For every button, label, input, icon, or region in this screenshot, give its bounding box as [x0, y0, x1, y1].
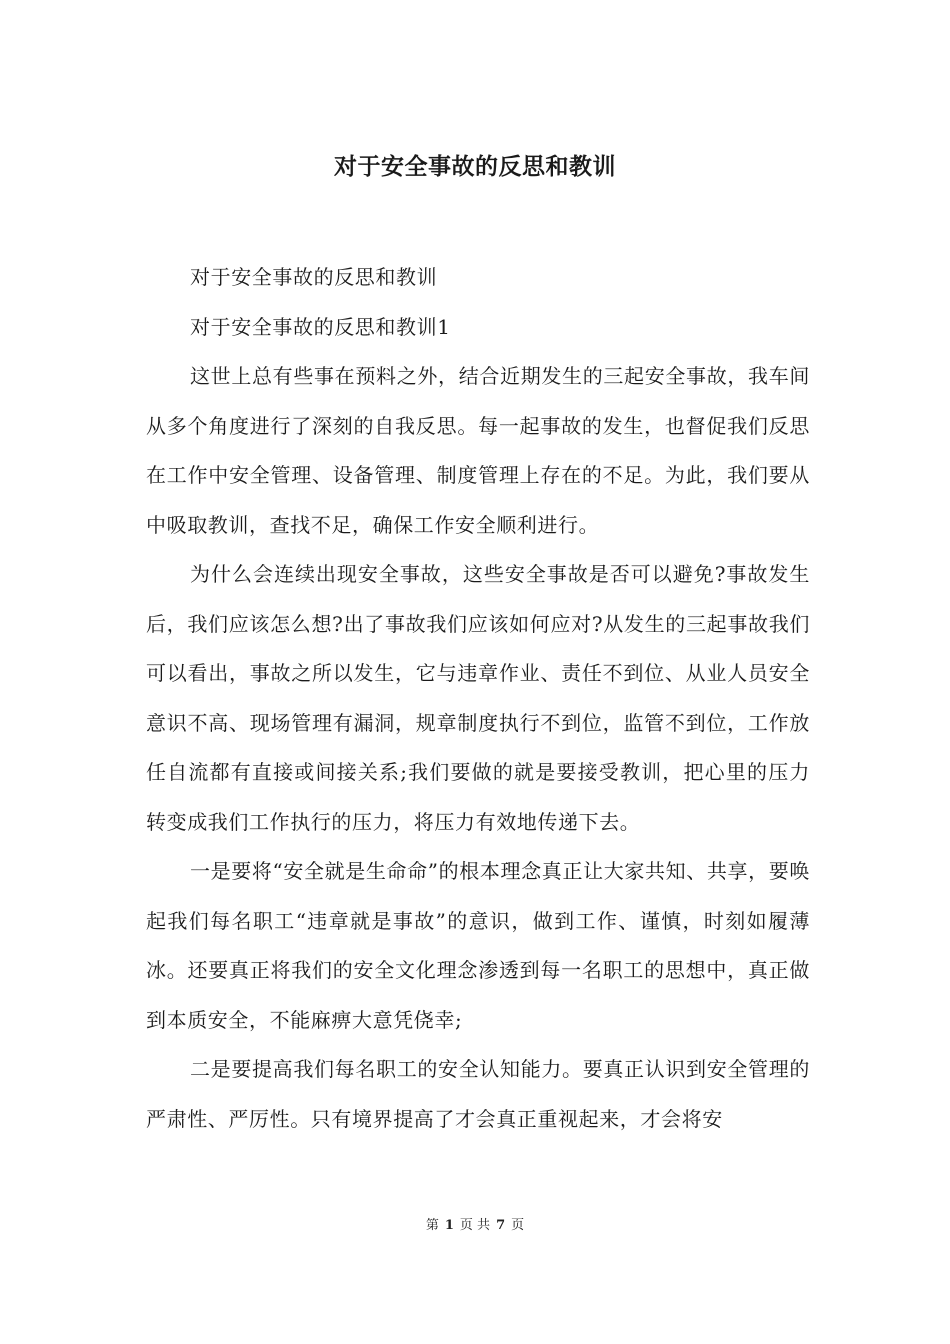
paragraph-heading: 对于安全事故的反思和教训	[190, 265, 438, 289]
footer-suffix: 页	[511, 1218, 525, 1233]
footer-prefix: 第	[425, 1218, 439, 1233]
paragraph: 二是要提高我们每名职工的安全认知能力。要真正认识到安全管理的严肃性、严厉性。只有境界提高了才会真正重视起来，才会将安	[146, 1057, 810, 1131]
document-body	[146, 253, 810, 1144]
footer-page-number: 1	[444, 1218, 454, 1233]
page-footer	[0, 1216, 950, 1236]
paragraph: 这世上总有些事在预料之外，结合近期发生的三起安全事故，我车间从多个角度进行了深刻的自我反思。每一起事故的发生，也督促我们反思在工作中安全管理、设备管理、制度管理上存在的不足。为此，我们要从中吸取教训，查找不足，确保工作安全顺利进行。	[146, 364, 810, 537]
paragraph-subheading: 对于安全事故的反思和教训1	[190, 314, 451, 339]
document-title: 对于安全事故的反思和教训	[334, 153, 616, 180]
footer-middle: 页 共	[459, 1218, 491, 1233]
footer-total-pages: 7	[496, 1218, 506, 1233]
paragraph: 为什么会连续出现安全事故，这些安全事故是否可以避免?事故发生后，我们应该怎么想?出了事故我们应该如何应对?从发生的三起事故我们可以看出，事故之所以发生，它与违章作业、责任不到位、从业人员安全意识不高、现场管理有漏洞，规章制度执行不到位，监管不到位，工作放任自流都有直接或间接关系;我们要做的就是要接受教训，把心里的压力转变成我们工作执行的压力，将压力有效地传递下去。	[146, 562, 810, 834]
paragraph: 一是要将“安全就是生命命”的根本理念真正让大家共知、共享，要唤起我们每名职工“违章就是事故”的意识，做到工作、谨慎，时刻如履薄冰。还要真正将我们的安全文化理念渗透到每一名职工的思想中，真正做到本质安全，不能麻痹大意凭侥幸;	[146, 859, 810, 1032]
